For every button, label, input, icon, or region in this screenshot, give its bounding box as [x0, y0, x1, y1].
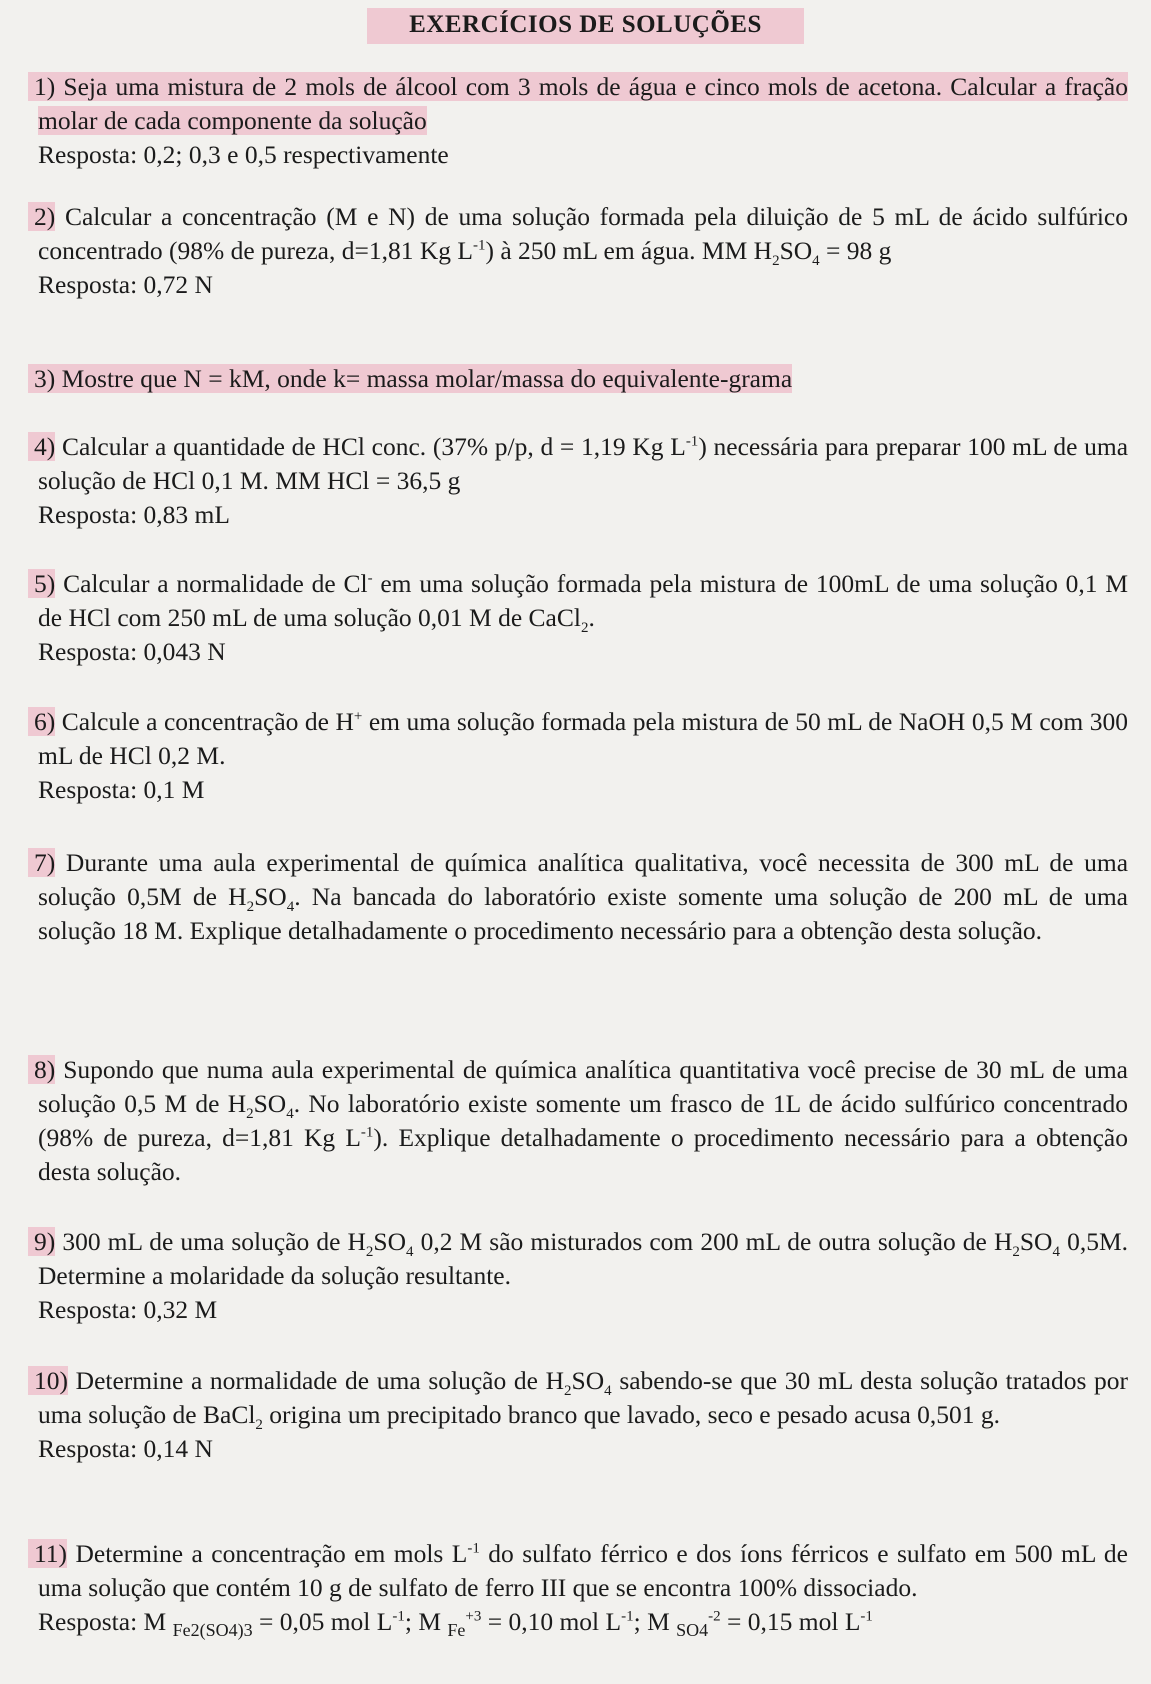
exercise-11 — [34, 1537, 1129, 1641]
exercise-2-statement: 2) Calcular a concentração (M e N) de uma solução formada pela diluição de 5 mL de ácido sulfúrico concentrado (98% de pureza, d=1,81 Kg $L^{-1}$) à 250 mL em água. MM $H_2SO_4 = 98$ g — [38, 200, 1128, 268]
exercise-8 — [34, 1053, 1129, 1189]
exercise-2 — [34, 200, 1129, 302]
exercise-7 — [34, 846, 1129, 948]
page-title: EXERCÍCIOS DE SOLUÇÕES — [367, 8, 804, 44]
exercise-5-statement: 5) Calcular a normalidade de Cl- em uma solução formada pela mistura de 100mL de uma solução 0,1 M de HCl com 250 mL de uma solução 0,01 M de CaCl$_2$. — [38, 567, 1128, 635]
exercise-8-statement: 8) Supondo que numa aula experimental de química analítica quantitativa você precise de 30 mL de uma solução 0,5 M de $H_2SO_4$. No laboratório existe somente um frasco de 1L de ácido sulfúrico concentrado (98% de pureza, d=1,81 Kg $L^{-1}$). Explique detalhadamente o procedimento necessário para a obtenção desta solução. — [38, 1053, 1128, 1189]
exercise-1-answer: Resposta: 0,2; 0,3 e 0,5 respectivamente — [38, 140, 449, 169]
exercise-10-statement: 10) Determine a normalidade de uma solução de $H_2SO_4$ sabendo-se que 30 mL desta solução tratados por uma solução de BaCl$_2$ origina um precipitado branco que lavado, seco e pesado acusa 0,501 g. — [38, 1364, 1128, 1432]
exercise-7-number: 7) — [28, 848, 55, 877]
exercise-9 — [34, 1225, 1128, 1327]
exercise-5-number: 5) — [28, 569, 55, 598]
exercise-2-answer: Resposta: 0,72 N — [38, 270, 213, 299]
exercise-3 — [34, 362, 1128, 396]
exercise-9-answer: Resposta: 0,32 M — [38, 1295, 218, 1324]
exercise-2-number: 2) — [28, 202, 55, 231]
exercise-4-statement: 4) Calcular a quantidade de HCl conc. (37% p/p, d = 1,19 Kg $L^{-1}$) necessária para preparar 100 mL de uma solução de HCl 0,1 M. MM HCl = 36,5 g — [38, 430, 1128, 498]
exercise-10 — [34, 1364, 1129, 1466]
exercise-6-number: 6) — [28, 707, 55, 736]
exercise-5-answer: Resposta: 0,043 N — [38, 637, 226, 666]
exercise-11-answer: Resposta: M $_{Fe2(SO4)3}$ = 0,05 mol $L^{-1}$; M $_{Fe}^{+3}$ = 0,10 mol $L^{-1}$; M $_{SO4}^{-2}$ = 0,15 mol $L^{-1}$ — [38, 1607, 873, 1641]
exercise-5 — [34, 567, 1129, 669]
exercise-9-number: 9) — [28, 1227, 55, 1256]
exercise-8-number: 8) — [28, 1055, 55, 1084]
exercise-7-statement: 7) Durante uma aula experimental de química analítica qualitativa, você necessita de 300 mL de uma solução 0,5M de $H_2SO_4$. Na bancada do laboratório existe somente uma solução de 200 mL de uma solução 18 M. Explique detalhadamente o procedimento necessário para a obtenção desta solução. — [38, 846, 1128, 948]
exercise-9-statement: 9) 300 mL de uma solução de $H_2SO_4$ 0,2 M são misturados com 200 mL de outra solução de $H_2SO_4$ 0,5M. Determine a molaridade da solução resultante. — [38, 1225, 1128, 1293]
exercise-6-statement: 6) Calcule a concentração de H+ em uma solução formada pela mistura de 50 mL de NaOH 0,5 M com 300 mL de HCl 0,2 M. — [38, 705, 1128, 773]
exercise-11-statement: 11) Determine a concentração em mols $L^{-1}$ do sulfato férrico e dos íons férricos e sulfato em 500 mL de uma solução que contém 10 g de sulfato de ferro III que se encontra 100% dissociado. — [38, 1537, 1128, 1605]
exercise-4-answer: Resposta: 0,83 mL — [38, 500, 230, 529]
title-wrap — [0, 8, 1151, 44]
exercise-4 — [34, 430, 1129, 532]
exercise-3-statement: 3) Mostre que N = kM, onde k= massa molar/massa do equivalente-grama — [28, 364, 792, 393]
exercise-1-statement: 1) Seja uma mistura de 2 mols de álcool com 3 mols de água e cinco mols de acetona. Calcular a fração molar de cada componente da solução — [28, 72, 1128, 135]
exercise-4-number: 4) — [28, 432, 55, 461]
exercise-11-number: 11) — [28, 1539, 67, 1568]
exercise-6-answer: Resposta: 0,1 M — [38, 775, 205, 804]
exercise-10-number: 10) — [28, 1366, 68, 1395]
exercise-6 — [34, 705, 1129, 807]
exercise-1 — [34, 70, 1128, 172]
exercise-10-answer: Resposta: 0,14 N — [38, 1434, 213, 1463]
